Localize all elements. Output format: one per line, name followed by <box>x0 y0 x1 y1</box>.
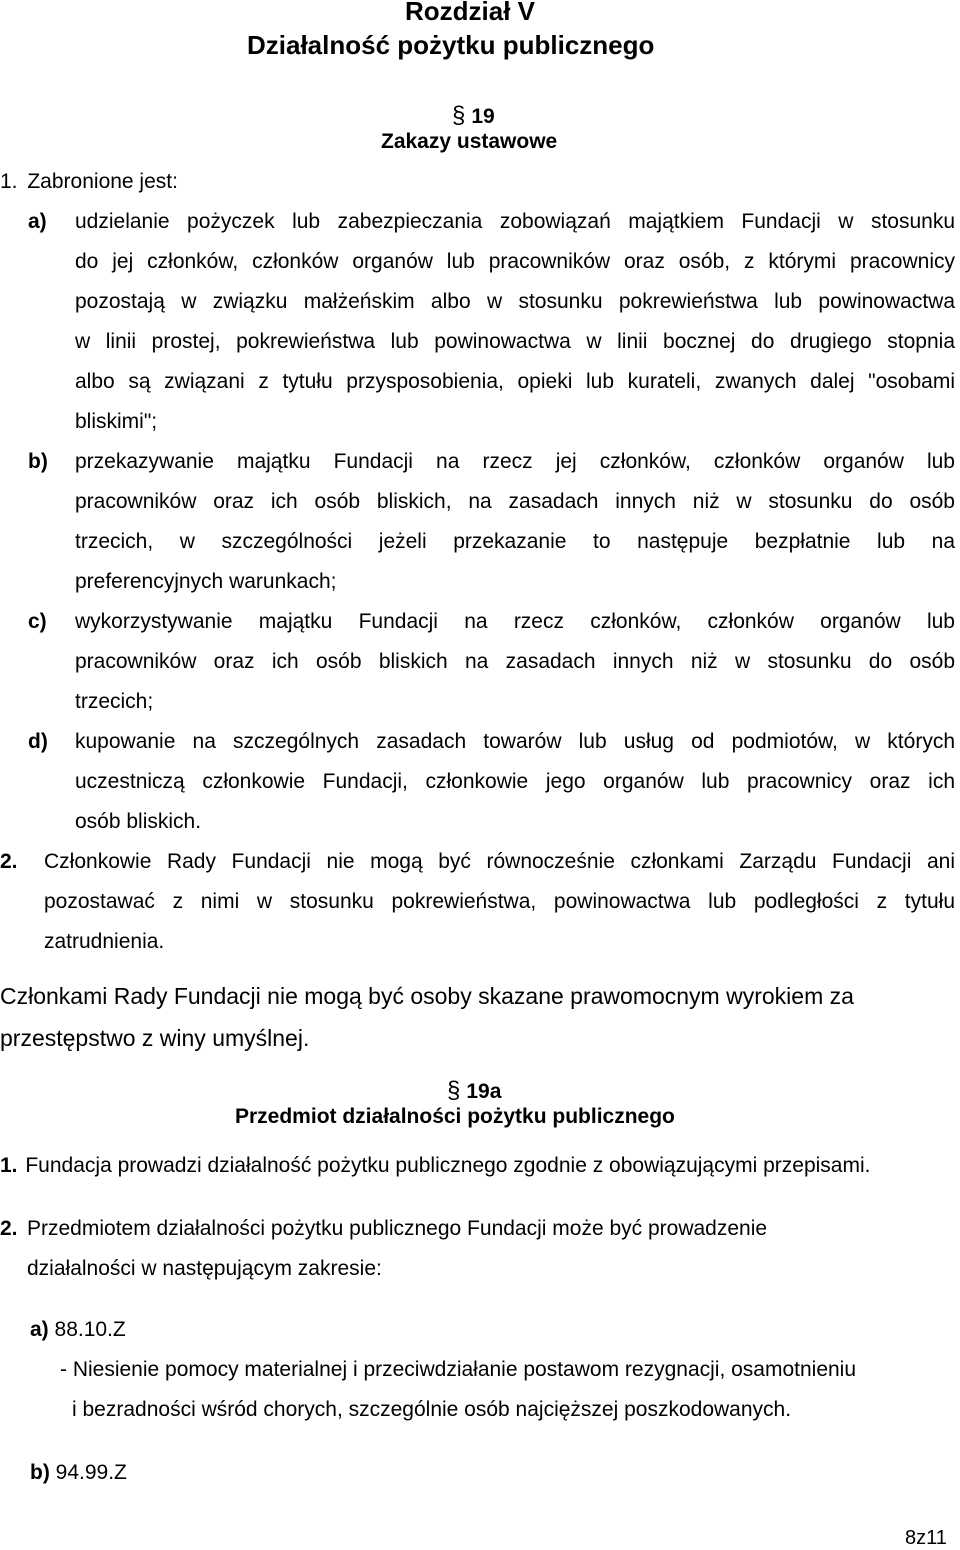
item-b-line: trzecich, w szczególności jeżeli przekazanie to następuje bezpłatnie lub na <box>75 530 955 553</box>
item-d-label: d) <box>28 730 48 753</box>
section-19a-title: Przedmiot działalności pożytku publicznego <box>235 1105 675 1128</box>
council-line: przestępstwo z winy umyślnej. <box>0 1025 310 1051</box>
pkd-b <box>30 1453 127 1493</box>
item-b-line: przekazywanie majątku Fundacji na rzecz jej członków, członków organów lub <box>75 450 955 473</box>
point-2-line: Członkowie Rady Fundacji nie mogą być równocześnie członkami Zarządu Fundacji ani <box>44 850 955 873</box>
item-b-line: preferencyjnych warunkach; <box>75 570 337 593</box>
item-a-line: pozostają w związku małżeńskim albo w stosunku pokrewieństwa lub powinowactwa <box>75 290 955 313</box>
section-19-number: § 19 <box>452 102 495 129</box>
item-d-text <box>75 722 955 842</box>
paragraph-sign-icon: § <box>452 102 466 129</box>
pkd-b-label: b) <box>30 1461 50 1484</box>
paragraph-sign-icon: § <box>447 1077 461 1104</box>
point-2-line: działalności w następującym zakresie: <box>27 1257 382 1280</box>
item-b-line: pracowników oraz ich osób bliskich, na zasadach innych niż w stosunku do osób <box>75 490 955 513</box>
item-a-text <box>75 202 955 442</box>
item-a-line: udzielanie pożyczek lub zabezpieczania zobowiązań majątkiem Fundacji w stosunku <box>75 210 955 233</box>
item-d-line: kupowanie na szczególnych zasadach towarów lub usług od podmiotów, w których <box>75 730 955 753</box>
council-paragraph <box>0 975 945 1059</box>
item-b-text <box>75 442 955 602</box>
pkd-a-line: i bezradności wśród chorych, szczególnie osób najcięższej poszkodowanych. <box>72 1398 792 1421</box>
section-19a-point-2-text <box>27 1209 927 1289</box>
item-a-label: a) <box>28 210 47 233</box>
item-c-label: c) <box>28 610 47 633</box>
council-line: Członkami Rady Fundacji nie mogą być osoby skazane prawomocnym wyrokiem za <box>0 983 854 1009</box>
point-1-number: 1. <box>0 170 18 193</box>
item-a-line: bliskimi"; <box>75 410 158 433</box>
point-text: Fundacja prowadzi działalność pożytku publicznego zgodnie z obowiązującymi przepisami. <box>25 1154 871 1177</box>
pkd-a-description <box>60 1350 950 1430</box>
pkd-b-code: 94.99.Z <box>55 1461 127 1484</box>
point-2-number: 2. <box>0 850 18 873</box>
point-number: 1. <box>0 1154 18 1177</box>
item-c-line: trzecich; <box>75 690 154 713</box>
point-2-text <box>44 842 955 962</box>
pkd-a-code: 88.10.Z <box>54 1318 126 1341</box>
point-1-text: Zabronione jest: <box>27 170 178 193</box>
point-2-line: Przedmiotem działalności pożytku publicznego Fundacji może być prowadzenie <box>27 1217 768 1240</box>
pkd-a-label: a) <box>30 1318 49 1341</box>
item-d-line: osób bliskich. <box>75 810 202 833</box>
point-2-line: zatrudnienia. <box>44 930 165 953</box>
item-c-line: pracowników oraz ich osób bliskich na zasadach innych niż w stosunku do osób <box>75 650 955 673</box>
pkd-a <box>30 1310 126 1350</box>
item-b-label: b) <box>28 450 48 473</box>
section-19-title: Zakazy ustawowe <box>381 130 558 153</box>
page-number: 8z11 <box>905 1527 947 1549</box>
chapter-title: Rozdział V <box>405 0 536 26</box>
point-2-line: pozostawać z nimi w stosunku pokrewieństwa, powinowactwa lub podległości z tytułu <box>44 890 955 913</box>
item-c-text <box>75 602 955 722</box>
chapter-subtitle: Działalność pożytku publicznego <box>247 30 655 60</box>
item-c-line: wykorzystywanie majątku Fundacji na rzecz członków, członków organów lub <box>75 610 955 633</box>
pkd-a-line: - Niesienie pomocy materialnej i przeciwdziałanie postawom rezygnacji, osamotnieniu <box>60 1358 857 1381</box>
point-1 <box>0 162 178 202</box>
item-d-line: uczestniczą członkowie Fundacji, członkowie jego organów lub pracownicy oraz ich <box>75 770 955 793</box>
item-a-line: albo są związani z tytułu przysposobienia, opieki lub kurateli, zwanych dalej "osobami <box>75 370 955 393</box>
section-19a-point-1 <box>0 1146 870 1186</box>
item-a-line: do jej członków, członków organów lub pracowników oraz osób, z którymi pracownicy <box>75 250 955 273</box>
section-19a-number: § 19a <box>447 1077 502 1104</box>
item-a-line: w linii prostej, pokrewieństwa lub powinowactwa w linii bocznej do drugiego stopnia <box>75 330 955 353</box>
section-19a-point-2-number: 2. <box>0 1217 18 1240</box>
